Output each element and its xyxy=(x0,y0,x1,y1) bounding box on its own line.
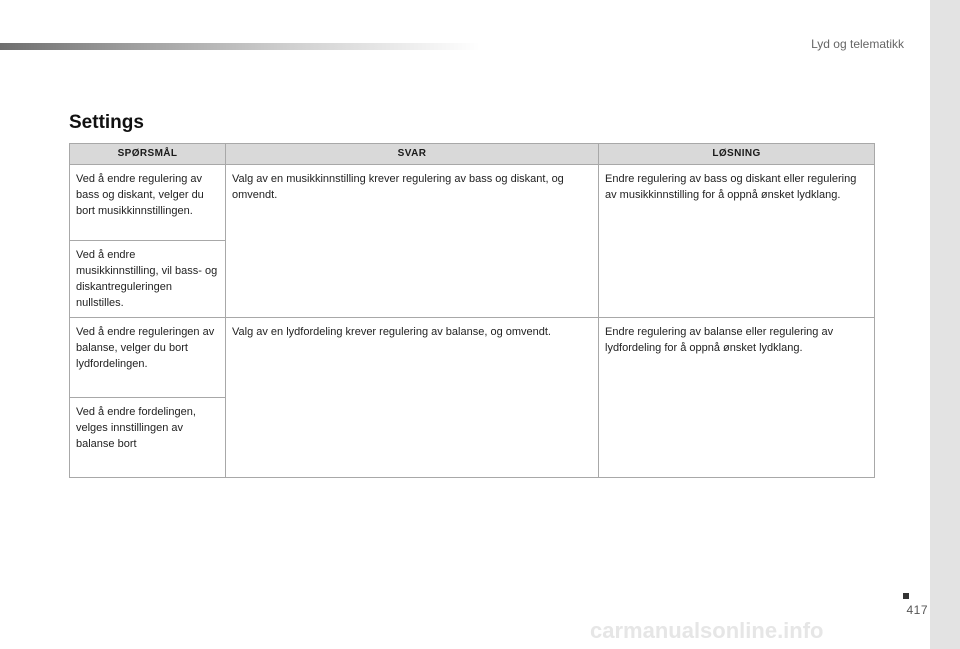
watermark: carmanualsonline.info xyxy=(590,618,824,643)
table-row xyxy=(70,165,875,241)
table-row xyxy=(70,318,875,398)
answer-cell: Valg av en musikkinnstilling krever regulering av bass og diskant, og omvendt. xyxy=(226,165,599,318)
faq-table xyxy=(69,143,875,478)
question-cell: Ved å endre musikkinnstilling, vil bass- og diskantreguleringen nullstilles. xyxy=(70,241,226,318)
side-strip xyxy=(930,0,960,649)
page-marker-icon xyxy=(903,593,909,599)
column-header-answer: SVAR xyxy=(226,144,599,165)
question-cell: Ved å endre fordelingen, velges innstillingen av balanse bort xyxy=(70,398,226,478)
header-gradient-bar xyxy=(0,43,480,50)
column-header-question: SPØRSMÅL xyxy=(70,144,226,165)
question-cell: Ved å endre regulering av bass og diskant, velger du bort musikkinnstillingen. xyxy=(70,165,226,241)
answer-cell: Valg av en lydfordeling krever regulering av balanse, og omvendt. xyxy=(226,318,599,478)
question-cell: Ved å endre reguleringen av balanse, velger du bort lydfordelingen. xyxy=(70,318,226,398)
section-title: Lyd og telematikk xyxy=(811,37,904,51)
page-title: Settings xyxy=(69,112,144,133)
column-header-solution: LØSNING xyxy=(599,144,875,165)
page-number: 417 xyxy=(906,603,928,617)
solution-cell: Endre regulering av bass og diskant eller regulering av musikkinnstilling for å oppnå ønsket lydklang. xyxy=(599,165,875,318)
table-header-row xyxy=(70,144,875,165)
solution-cell: Endre regulering av balanse eller regulering av lydfordeling for å oppnå ønsket lydklang. xyxy=(599,318,875,478)
